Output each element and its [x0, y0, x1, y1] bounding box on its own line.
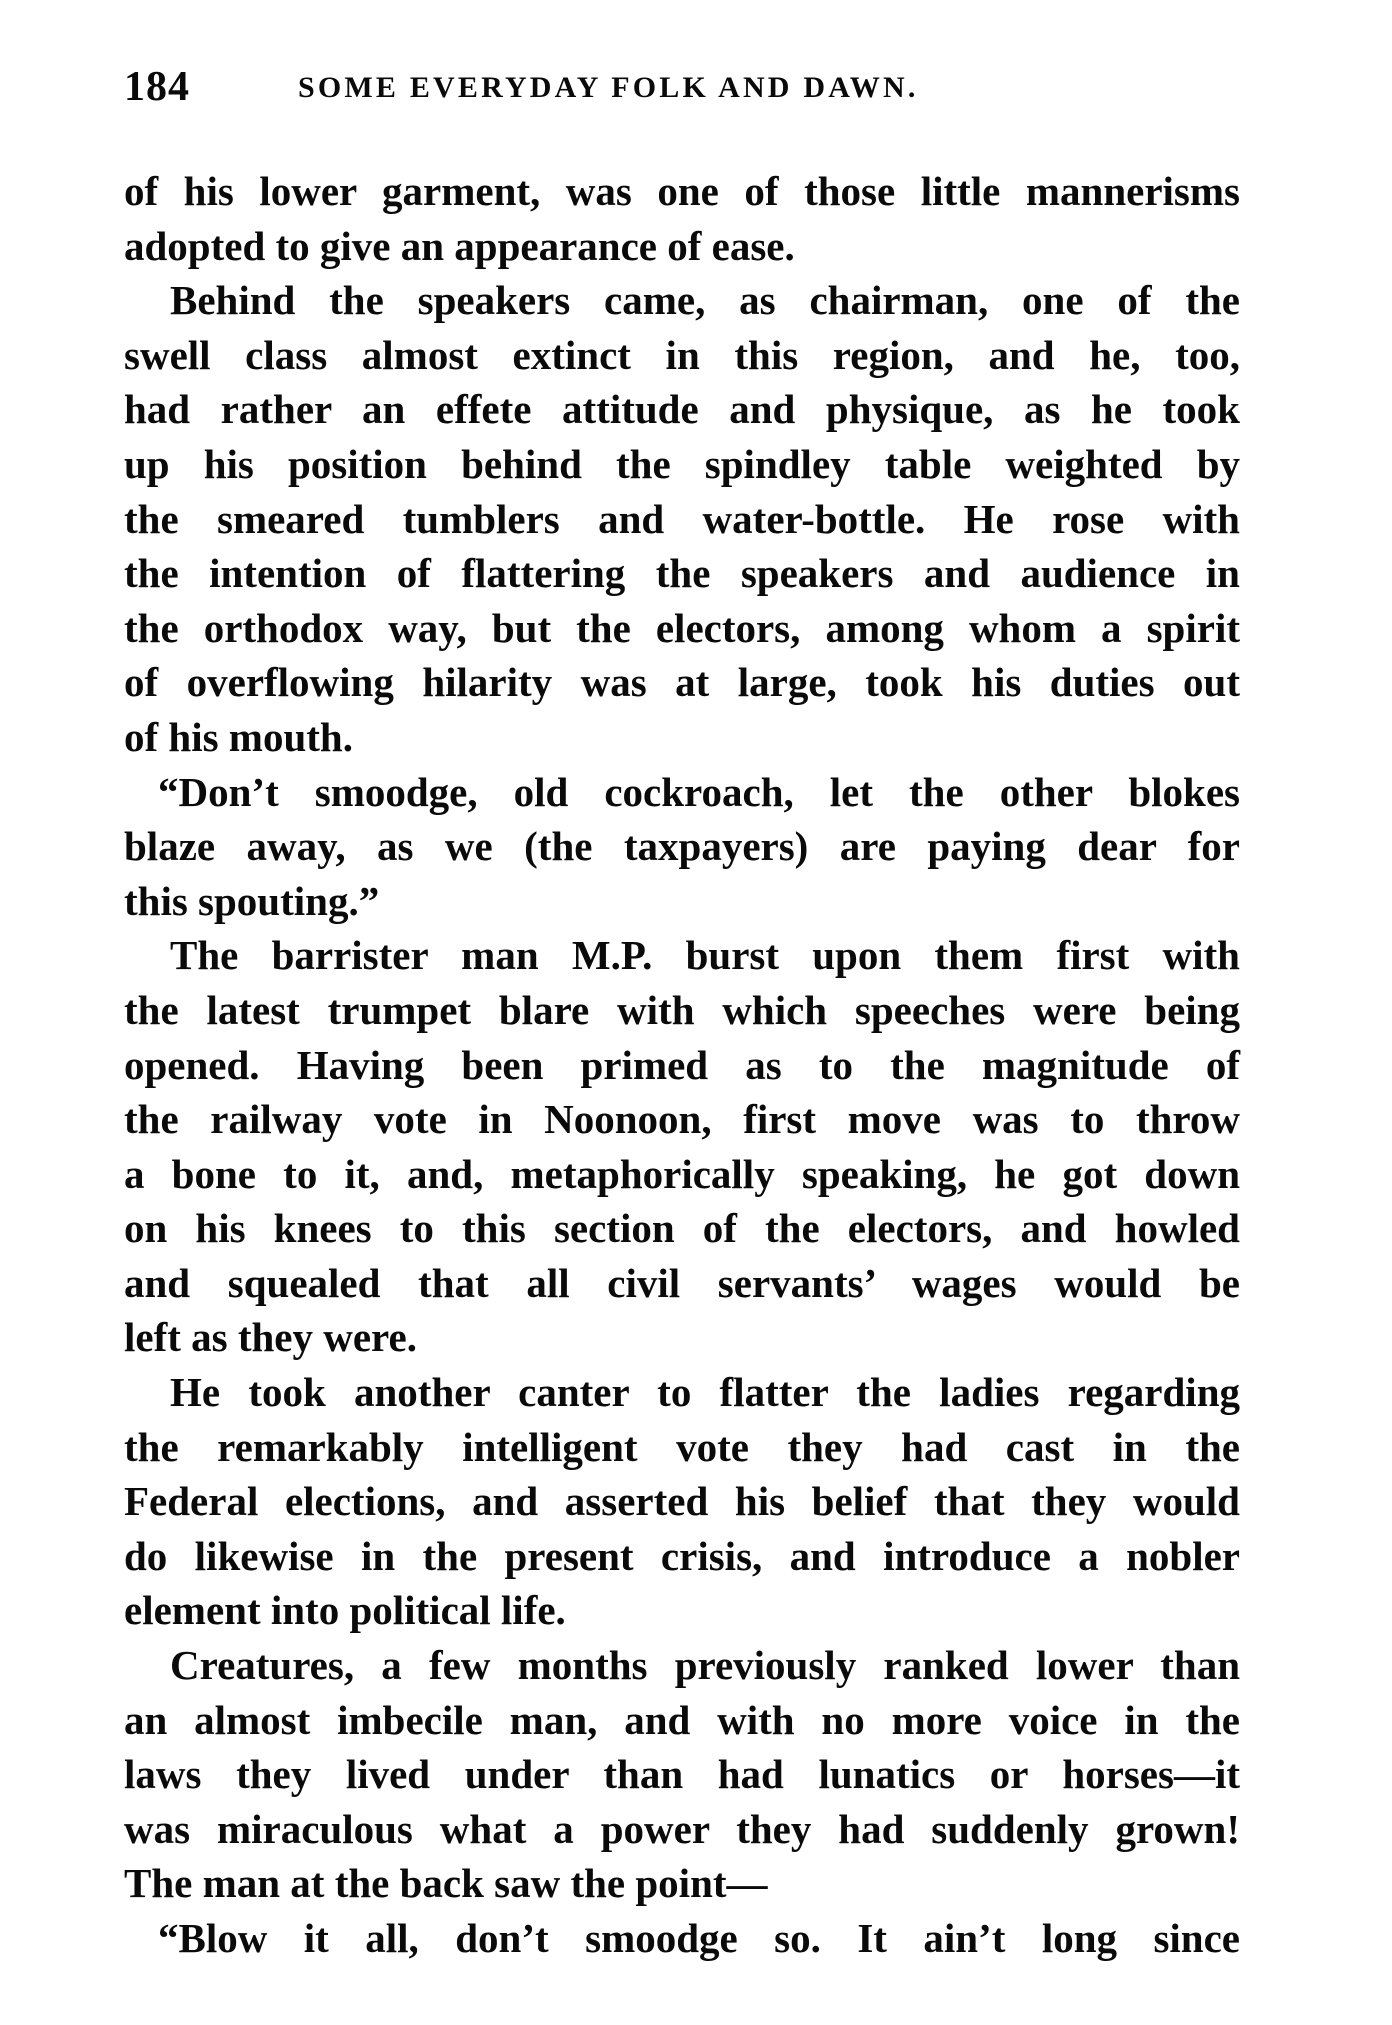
text-line: up his position behind the spindley table weighted by — [124, 440, 1240, 487]
text-line: “Blow it all, don’t smoodge so. It ain’t long since — [158, 1915, 1240, 1961]
text-line: He took another canter to flatter the ladies regarding — [170, 1369, 1240, 1416]
text-line: laws they lived under than had lunatics or horses—it — [124, 1751, 1240, 1798]
running-head — [124, 62, 1124, 112]
text-line: was miraculous what a power they had suddenly grown! — [124, 1805, 1240, 1852]
text-line: the remarkably intelligent vote they had cast in the — [124, 1423, 1240, 1470]
text-line: do likewise in the present crisis, and introduce a nobler — [124, 1532, 1240, 1579]
text-line: of his lower garment, was one of those little mannerisms — [124, 168, 1240, 214]
text-line: opened. Having been primed as to the magnitude of — [124, 1041, 1240, 1088]
text-line: blaze away, as we (the taxpayers) are paying dear for — [124, 823, 1240, 870]
text-line: element into political life. — [124, 1587, 566, 1634]
text-line: and squealed that all civil servants’ wages would be — [124, 1259, 1240, 1306]
text-line: an almost imbecile man, and with no more voice in the — [124, 1696, 1240, 1743]
text-line: the smeared tumblers and water-bottle. He rose with — [124, 495, 1240, 542]
text-line: had rather an effete attitude and physique, as he took — [124, 386, 1240, 433]
text-line: Creatures, a few months previously ranked lower than — [170, 1642, 1240, 1689]
text-line: of his mouth. — [124, 713, 353, 760]
text-line: adopted to give an appearance of ease. — [124, 222, 795, 269]
text-line: Federal elections, and asserted his belief that they would — [124, 1478, 1240, 1525]
text-line: The man at the back saw the point— — [124, 1860, 768, 1907]
text-line: Behind the speakers came, as chairman, one of the — [170, 277, 1240, 324]
text-line: the orthodox way, but the electors, among whom a spirit — [124, 604, 1240, 651]
body-text — [124, 164, 1240, 1966]
text-line: The barrister man M.P. burst upon them first with — [170, 932, 1240, 979]
text-line: of overflowing hilarity was at large, took his duties out — [124, 659, 1240, 706]
text-line: on his knees to this section of the electors, and howled — [124, 1205, 1240, 1252]
text-line: this spouting.” — [124, 877, 380, 924]
running-title: SOME EVERYDAY FOLK AND DAWN. — [298, 71, 919, 104]
text-line: “Don’t smoodge, old cockroach, let the other blokes — [158, 768, 1240, 815]
text-line: a bone to it, and, metaphorically speaking, he got down — [124, 1150, 1240, 1197]
text-line: the railway vote in Noonoon, first move was to throw — [124, 1096, 1240, 1143]
text-line: the intention of flattering the speakers and audience in — [124, 550, 1240, 597]
page-number: 184 — [124, 64, 190, 110]
text-line: swell class almost extinct in this region, and he, too, — [124, 331, 1240, 378]
text-line: the latest trumpet blare with which speeches were being — [124, 986, 1240, 1033]
text-line: left as they were. — [124, 1314, 417, 1361]
